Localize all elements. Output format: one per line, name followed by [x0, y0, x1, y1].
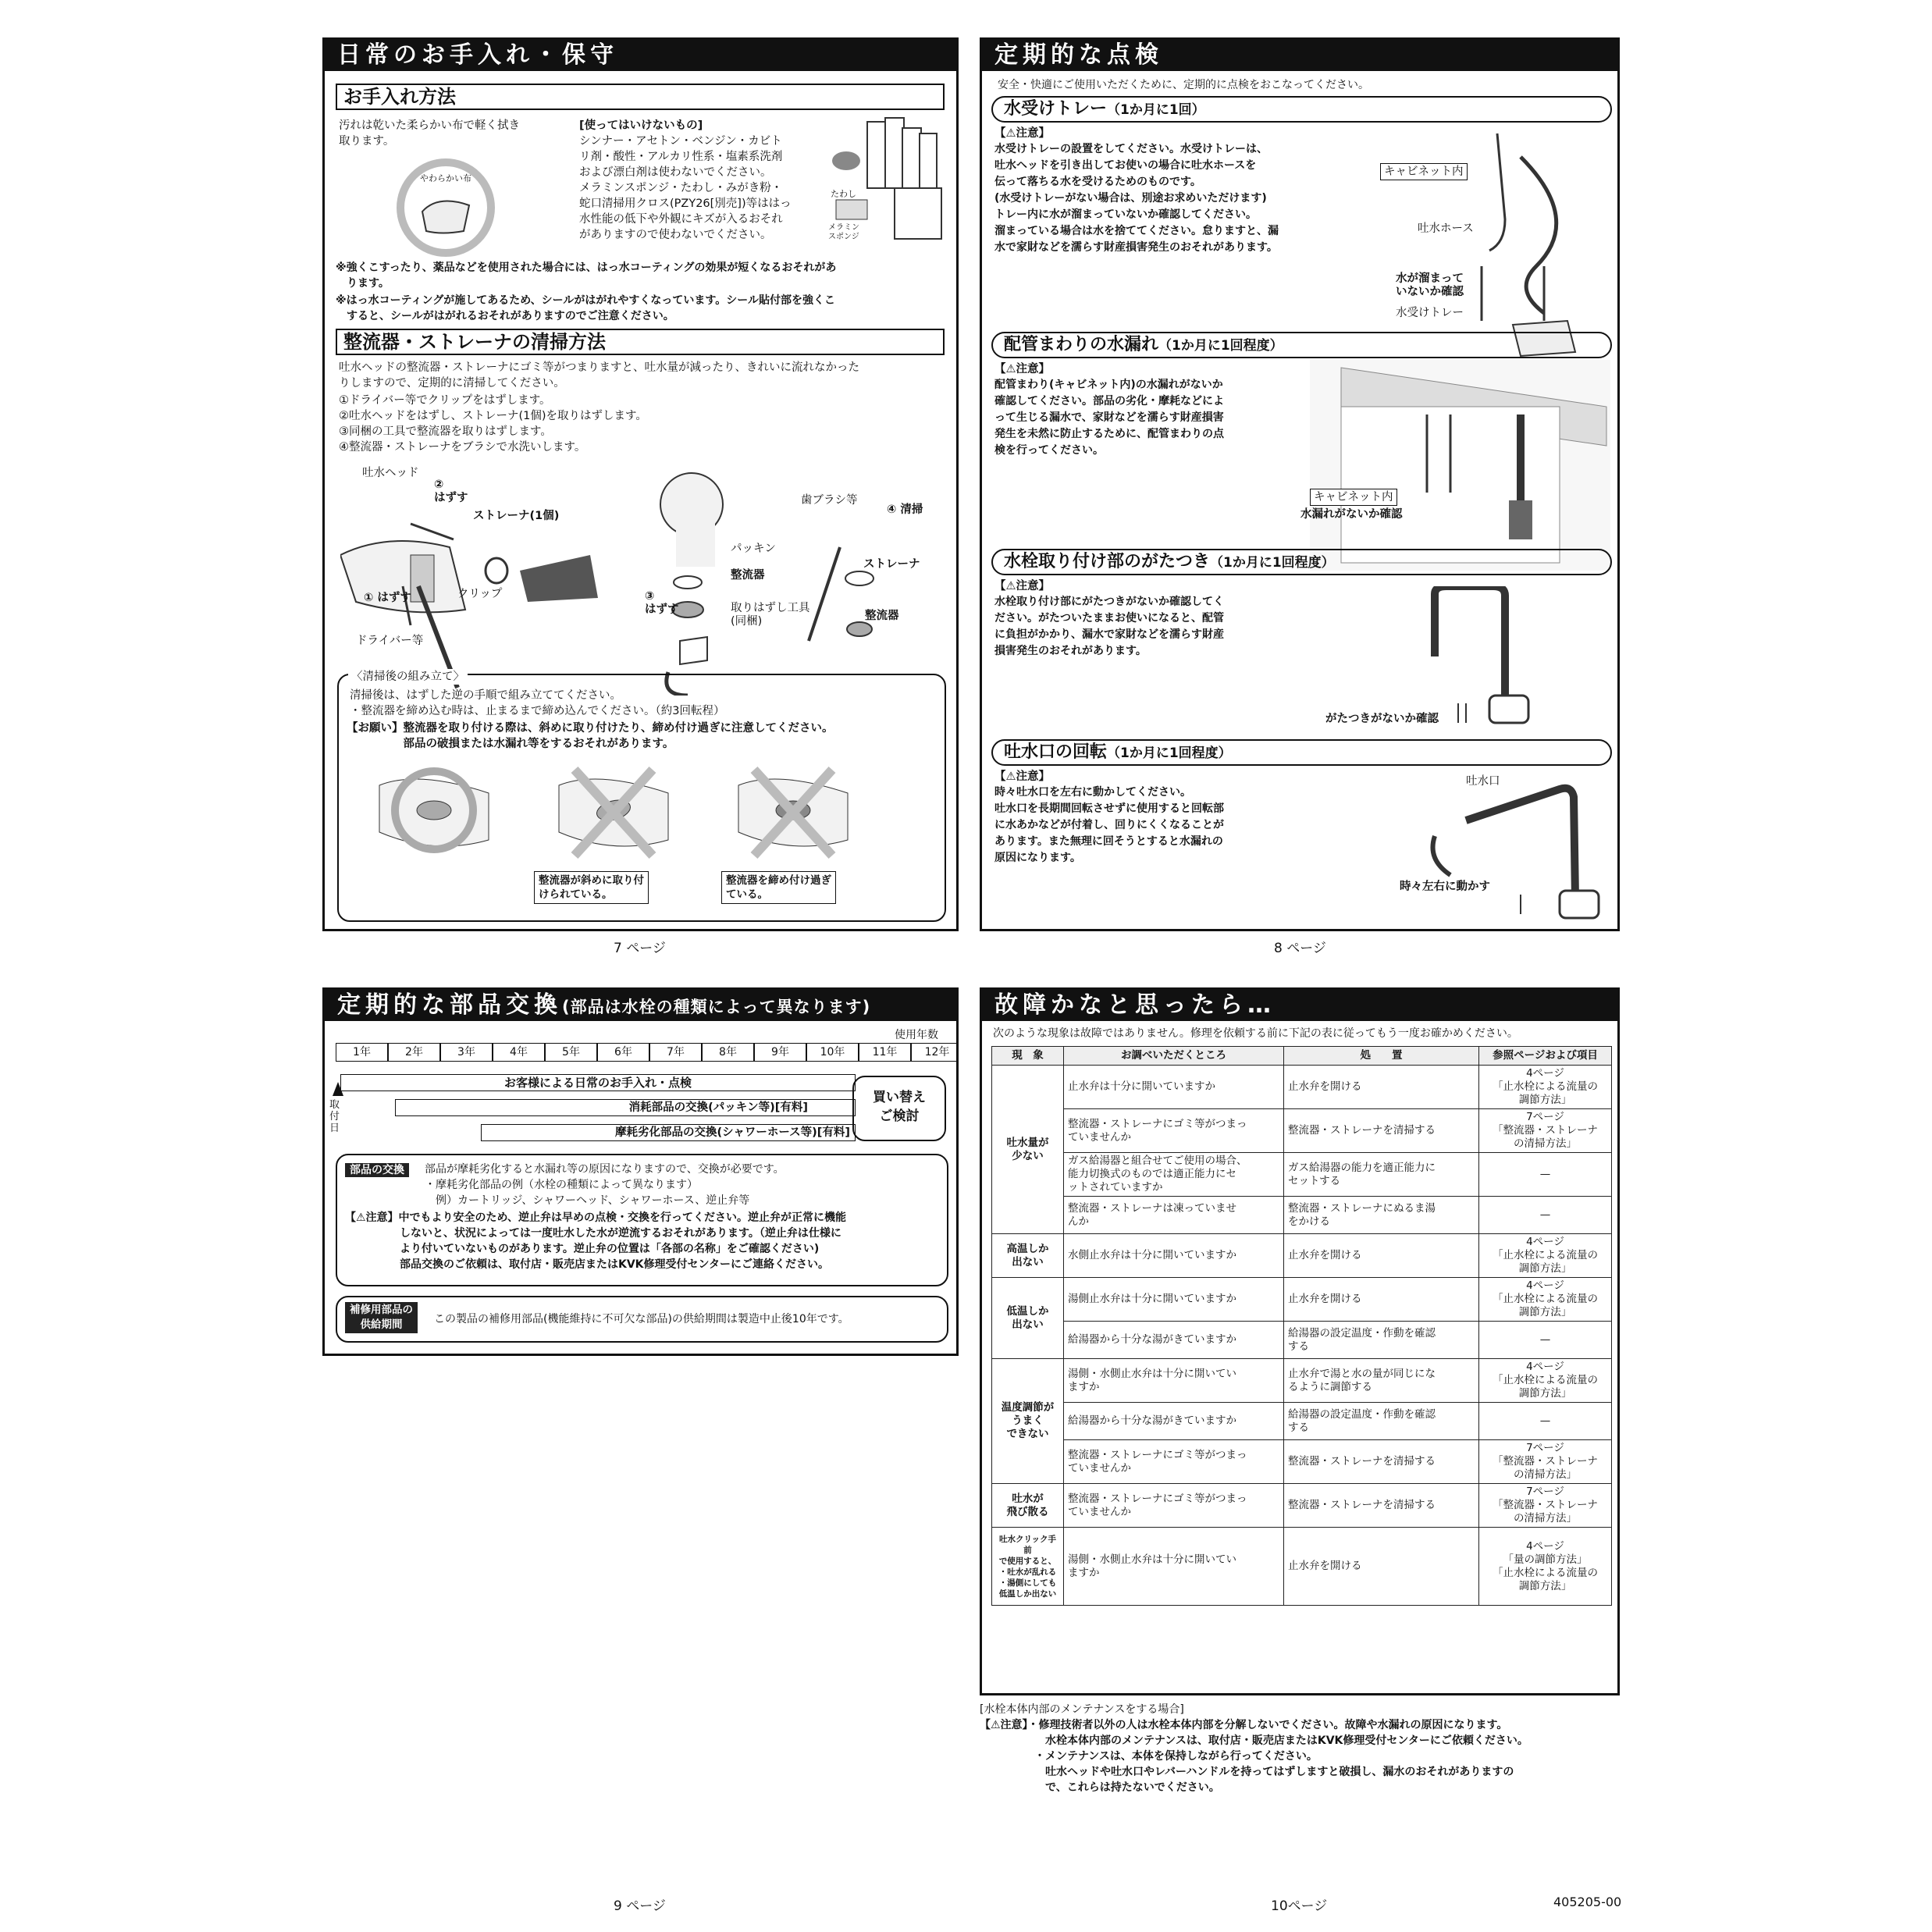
- check-spout-caution: 【⚠注意】: [994, 770, 1050, 783]
- check-cell: 整流器・ストレーナは凍っていませ んか: [1064, 1197, 1284, 1234]
- page9-title: 定期的な部品交換(部品は水栓の種類によって異なります): [325, 990, 956, 1021]
- table-row: [992, 1484, 1612, 1528]
- fig-seiryuki2-label: 整流器: [865, 610, 899, 622]
- check-cell: 給湯器から十分な湯がきていますか: [1064, 1322, 1284, 1359]
- fig-cabinet2-label: キャビネット内: [1310, 489, 1397, 506]
- check-cell: 止水弁は十分に開いていますか: [1064, 1066, 1284, 1109]
- ng-tilted-caption: 整流器が斜めに取り付 けられている。: [534, 871, 649, 904]
- fig-tray-label: 水受けトレー: [1396, 307, 1464, 319]
- reference-cell: 7ページ 「整流器・ストレーナ の清掃方法」: [1479, 1109, 1612, 1153]
- check-cell: 整流器・ストレーナにゴミ等がつまっ ていませんか: [1064, 1109, 1284, 1153]
- strainer-intro: 吐水ヘッドの整流器・ストレーナにゴミ等がつまりますと、吐水量が減ったり、きれいに流れなかった りしますので、定期的に清掃してください。: [339, 361, 859, 390]
- fig-leak-check-label: 水漏れがないか確認: [1300, 508, 1403, 521]
- action-cell: 整流器・ストレーナを清掃する: [1284, 1440, 1479, 1484]
- fig-head-label: 吐水ヘッド: [362, 467, 419, 479]
- reference-cell: —: [1479, 1403, 1612, 1440]
- reference-cell: —: [1479, 1322, 1612, 1359]
- sponge-label: メラミン スポンジ: [828, 223, 859, 241]
- reference-cell: 4ページ 「止水栓による流量の 調節方法」: [1479, 1234, 1612, 1278]
- check-mount-text: 水栓取り付け部にがたつきがないか確認してく ださい。がたついたままお使いになると、配管 に負担がかかり、漏水で家財などを濡らす財産 損害発生のおそれがあります。: [994, 596, 1224, 657]
- fig-packing-label: パッキン: [731, 543, 776, 555]
- year-cell: 7年: [649, 1043, 702, 1062]
- page9-number: 9 ページ: [614, 1898, 666, 1914]
- page10-panel: [980, 987, 1620, 1695]
- check-tray-text: 水受けトレーの設置をしてください。水受けトレーは、 吐水ヘッドを引き出してお使いの場合に吐水ホースを 伝って落ちる水を受けるためのものです。 (水受けトレーがない場合は、別途お求めいただけます) トレー内に水が溜まっていないか確認してください。 溜まっている場合は水を捨ててください。怠りますと、漏 水で家財などを濡らす財産損害発生のおそれがあります。: [994, 143, 1279, 254]
- th-action: 処 置: [1284, 1047, 1479, 1066]
- check-cell: 湯側止水弁は十分に開いていますか: [1064, 1278, 1284, 1322]
- check-mount-title: 水栓取り付け部のがたつき（1か月に1回程度）: [991, 549, 1612, 575]
- action-cell: 止水弁を開ける: [1284, 1234, 1479, 1278]
- replace-consider-box: 買い替え ご検討: [852, 1076, 946, 1141]
- table-row: [992, 1278, 1612, 1322]
- banned-text: シンナー・アセトン・ベンジン・カビト リ剤・酸性・アルカリ性系・塩素系洗剤 および漂白剤は使わないでください。 メラミンスポンジ・たわし・みがき粉・ 蛇口清掃用クロス(PZY26[別売])等ははっ 水性能の低下や外観にキズが入るおそれ がありますので使わないでください。: [579, 135, 792, 241]
- check-mount-caution: 【⚠注意】: [994, 580, 1050, 592]
- table-row: [992, 1322, 1612, 1359]
- page10-title: 故障かなと思ったら…: [982, 990, 1617, 1021]
- year-cell: 8年: [702, 1043, 754, 1062]
- year-cell: 12年: [911, 1043, 959, 1062]
- fig-step2-label: ② はずす: [434, 479, 468, 504]
- check-cell: 整流器・ストレーナにゴミ等がつまっ ていませんか: [1064, 1440, 1284, 1484]
- action-cell: 整流器・ストレーナを清掃する: [1284, 1109, 1479, 1153]
- year-cell: 4年: [493, 1043, 545, 1062]
- page8-title: 定期的な点検: [982, 40, 1617, 71]
- care-bar: お客様による日常のお手入れ・点検: [340, 1074, 856, 1091]
- symptom-cell: 低温しか 出ない: [992, 1278, 1064, 1359]
- wear-bar: 摩耗劣化部品の交換(シャワーホース等)[有料]: [481, 1124, 856, 1141]
- page7-number: 7 ページ: [614, 941, 666, 956]
- tray-illustration: [1388, 126, 1614, 360]
- fig-driver-label: ドライバー等: [356, 635, 424, 647]
- assembly-text: 清掃後は、はずした逆の手順で組み立ててください。 ・整流器を締め込む時は、止まるまで締め込んでください。（約3回転程）: [350, 689, 725, 717]
- page8-number: 8 ページ: [1274, 941, 1326, 956]
- action-cell: 整流器・ストレーナを清掃する: [1284, 1484, 1479, 1528]
- ng-tight-caption: 整流器を締め付け過ぎ ている。: [721, 871, 836, 904]
- check-spout-text: 時々吐水口を左右に動かしてください。 吐水口を長期間回転させずに使用すると回転部 に水あかなどが付着し、回りにくくなることが あります。また無理に回そうとすると水漏れの 原因になります。: [994, 786, 1224, 864]
- page7-title: 日常のお手入れ・保守: [325, 40, 956, 71]
- table-row: [992, 1197, 1612, 1234]
- reference-cell: 7ページ 「整流器・ストレーナ の清掃方法」: [1479, 1440, 1612, 1484]
- reference-cell: 4ページ 「止水栓による流量の 調節方法」: [1479, 1066, 1612, 1109]
- year-cell: 10年: [806, 1043, 859, 1062]
- check-tray-caution: 【⚠注意】: [994, 127, 1050, 140]
- fig-step1-label: ① はずす: [364, 592, 411, 604]
- symptom-cell: 温度調節が うまく できない: [992, 1359, 1064, 1484]
- page8-intro: 安全・快適にご使用いただくために、定期的に点検をおこなってください。: [998, 79, 1369, 91]
- check-pipe-caution: 【⚠注意】: [994, 363, 1050, 375]
- reference-cell: —: [1479, 1153, 1612, 1197]
- parts-badge: 部品の交換: [345, 1162, 409, 1177]
- year-cell: 2年: [388, 1043, 440, 1062]
- year-cell: 5年: [545, 1043, 597, 1062]
- check-cell: 整流器・ストレーナにゴミ等がつまっ ていませんか: [1064, 1484, 1284, 1528]
- note-coating-1: ※強くこすったり、薬品などを使用された場合には、はっ水コーティングの効果が短くなるおそれがあ ります。: [336, 262, 837, 290]
- check-cell: 水側止水弁は十分に開いていますか: [1064, 1234, 1284, 1278]
- check-spout-title: 吐水口の回転（1か月に1回程度）: [991, 739, 1612, 766]
- action-cell: 止水弁を開ける: [1284, 1066, 1479, 1109]
- wipe-text: 汚れは乾いた柔らかい布で軽く拭き 取ります。: [339, 119, 520, 148]
- table-row: [992, 1359, 1612, 1403]
- fig-brush-label: 歯ブラシ等: [801, 494, 858, 507]
- fig-move-label: 時々左右に動かす: [1400, 881, 1490, 893]
- symptom-cell: 吐水量が 少ない: [992, 1066, 1064, 1234]
- th-check: お調べいただくところ: [1064, 1047, 1284, 1066]
- page7-panel: [322, 37, 959, 931]
- action-cell: 給湯器の設定温度・作動を確認 する: [1284, 1403, 1479, 1440]
- action-cell: 止水弁を開ける: [1284, 1278, 1479, 1322]
- assembly-ng-tilted-illustration: [551, 762, 676, 863]
- table-row: [992, 1066, 1612, 1109]
- year-cell: 6年: [597, 1043, 649, 1062]
- check-cell: 湯側・水側止水弁は十分に開いてい ますか: [1064, 1528, 1284, 1606]
- table-row: [992, 1234, 1612, 1278]
- banned-heading: [使ってはいけないもの]: [579, 119, 703, 132]
- page10-number: 10ページ: [1271, 1898, 1328, 1914]
- assembly-ng-tight-illustration: [731, 762, 856, 863]
- fig-tool-label: 取りはずし工具 (同梱): [731, 602, 810, 628]
- step-3: ③同梱の工具で整流器を取りはずします。: [339, 425, 552, 438]
- fig-tray-check-label: 水が溜まって いないか確認: [1396, 272, 1464, 298]
- request-text: 【お願い】整流器を取り付ける際は、斜めに取り付けたり、締め付け過ぎに注意してください。 部品の破損または水漏れ等をするおそれがあります。: [347, 722, 834, 750]
- page8-panel: [980, 37, 1620, 931]
- fig-clip-label: クリップ: [457, 588, 503, 600]
- faucet-mount-illustration: [1419, 586, 1560, 735]
- supply-text: この製品の補修用部品(機能維持に不可欠な部品)の供給期間は製造中止後10年です。: [434, 1313, 849, 1325]
- fig-gata-check-label: がたつきがないか確認: [1325, 713, 1439, 725]
- assembly-ok-illustration: [372, 762, 496, 863]
- action-cell: 給湯器の設定温度・作動を確認 する: [1284, 1322, 1479, 1359]
- troubleshooting-table: [991, 1046, 1612, 1606]
- note-coating-2: ※はっ水コーティングが施してあるため、シールがはがれやすくなっています。シール貼付部を強くこ すると、シールがはがれるおそれがありますのでご注意ください。: [336, 294, 835, 322]
- maintenance-heading: [水栓本体内部のメンテナンスをする場合]: [980, 1703, 1184, 1716]
- step-4: ④整流器・ストレーナをブラシで水洗いします。: [339, 441, 586, 454]
- fig-cabinet-label: キャビネット内: [1380, 163, 1468, 180]
- page9-panel: [322, 987, 959, 1356]
- check-cell: 湯側・水側止水弁は十分に開いてい ますか: [1064, 1359, 1284, 1403]
- assembly-heading: 〈清掃後の組み立て〉: [348, 669, 468, 685]
- reference-cell: 4ページ 「止水栓による流量の 調節方法」: [1479, 1278, 1612, 1322]
- fig-spout-label: 吐水口: [1466, 775, 1500, 788]
- table-row: [992, 1153, 1612, 1197]
- maintenance-text: 【⚠注意】・修理技術者以外の人は水栓本体内部を分解しないでください。故障や水漏れの原因になります。 水栓本体内部のメンテナンスは、取付店・販売店またはKVK修理受付センターにご依頼ください。 ・メンテナンスは、本体を保持しながら行ってください。 吐水ヘッドや吐水口やレバーハンドルを持ってはずしますと破損し、漏水のおそれがありますの で、これらは持たないでください。: [980, 1719, 1528, 1794]
- fig-step3-label: ③ はずす: [645, 590, 679, 616]
- action-cell: 止水弁で湯と水の量が同じにな るように調節する: [1284, 1359, 1479, 1403]
- page10-intro: 次のような現象は故障ではありません。修理を依頼する前に下記の表に従ってもう一度お確かめください。: [993, 1027, 1518, 1040]
- symptom-cell: 高温しか 出ない: [992, 1234, 1064, 1278]
- symptom-cell: 吐水クリック手前 で使用すると、 ・吐水が乱れる ・湯側にしても 低温しか出ない: [992, 1528, 1064, 1606]
- reference-cell: 4ページ 「量の調節方法」 「止水栓による流量の 調節方法」: [1479, 1528, 1612, 1606]
- action-cell: 整流器・ストレーナにぬるま湯 をかける: [1284, 1197, 1479, 1234]
- check-tray-title: 水受けトレー（1か月に1回）: [991, 96, 1612, 123]
- disassembly-illustration: [340, 461, 949, 696]
- years-row: [336, 1043, 959, 1062]
- fig-seiryuki-label: 整流器: [731, 569, 765, 582]
- action-cell: ガス給湯器の能力を適正能力に セットする: [1284, 1153, 1479, 1197]
- tawashi-label: たわし: [831, 189, 856, 199]
- step-2: ②吐水ヘッドをはずし、ストレーナ(1個)を取りはずします。: [339, 410, 647, 422]
- section-care-method: お手入れ方法: [336, 84, 945, 110]
- table-row: [992, 1440, 1612, 1484]
- fig-hose-label: 吐水ホース: [1418, 222, 1474, 235]
- reference-cell: 7ページ 「整流器・ストレーナ の清掃方法」: [1479, 1484, 1612, 1528]
- check-cell: ガス給湯器と組合せてご使用の場合、 能力切換式のものでは適正能力にセ ットされていますか: [1064, 1153, 1284, 1197]
- cloth-label: やわらかい布: [420, 173, 471, 183]
- fig-strainer1-label: ストレーナ(1個): [473, 510, 560, 522]
- table-row: [992, 1403, 1612, 1440]
- action-cell: 止水弁を開ける: [1284, 1528, 1479, 1606]
- year-cell: 11年: [859, 1043, 911, 1062]
- check-pipe-title: 配管まわりの水漏れ（1か月に1回程度）: [991, 332, 1612, 358]
- install-date-label: 取 付 日: [329, 1099, 340, 1134]
- check-cell: 給湯器から十分な湯がきていますか: [1064, 1403, 1284, 1440]
- reference-cell: —: [1479, 1197, 1612, 1234]
- year-cell: 3年: [440, 1043, 493, 1062]
- check-pipe-text: 配管まわり(キャビネット内)の水漏れがないか 確認してください。部品の劣化・摩耗などによ って生じる漏水で、家財などを濡らす財産損害 発生を未然に防止するために、配管まわりの点 検を行ってください。: [994, 379, 1224, 457]
- pipe-illustration: [1310, 360, 1610, 571]
- year-cell: 9年: [754, 1043, 806, 1062]
- reference-cell: 4ページ 「止水栓による流量の 調節方法」: [1479, 1359, 1612, 1403]
- th-symptom: 現 象: [992, 1047, 1064, 1066]
- parts-text: 部品が摩耗劣化すると水漏れ等の原因になりますので、交換が必要です。 ・摩耗劣化部品の例（水栓の種類によって異なります） 例）カートリッジ、シャワーヘッド、シャワーホース、逆止弁等: [425, 1163, 785, 1207]
- table-row: [992, 1109, 1612, 1153]
- section-strainer-cleaning: 整流器・ストレーナの清掃方法: [336, 329, 945, 355]
- th-reference: 参照ページおよび項目: [1479, 1047, 1612, 1066]
- consumable-bar: 消耗部品の交換(パッキン等)[有料]: [395, 1099, 856, 1116]
- document-number: 405205-00: [1553, 1895, 1622, 1909]
- symptom-cell: 吐水が 飛び散る: [992, 1484, 1064, 1528]
- fig-strainer-label: ストレーナ: [863, 558, 920, 571]
- supply-badge: 補修用部品の 供給期間: [345, 1302, 418, 1333]
- spout-rotate-illustration: [1419, 774, 1606, 922]
- step-1: ①ドライバー等でクリップをはずします。: [339, 394, 551, 407]
- parts-caution: 【⚠注意】中でもより安全のため、逆止弁は早めの点検・交換を行ってください。逆止弁が正常に機能 しないと、状況によっては一度吐水した水が逆流するおそれがあります。（逆止弁は仕様に より付いていないものがあります。逆止弁の位置は「各部の名称」をご確認ください) 部品交換のご依頼は、取付店・販売店またはKVK修理受付センターにご連絡ください。: [345, 1212, 846, 1271]
- year-cell: 1年: [336, 1043, 388, 1062]
- table-row: [992, 1528, 1612, 1606]
- fig-step4-label: ④ 清掃: [887, 503, 923, 516]
- years-label: 使用年数: [895, 1029, 938, 1041]
